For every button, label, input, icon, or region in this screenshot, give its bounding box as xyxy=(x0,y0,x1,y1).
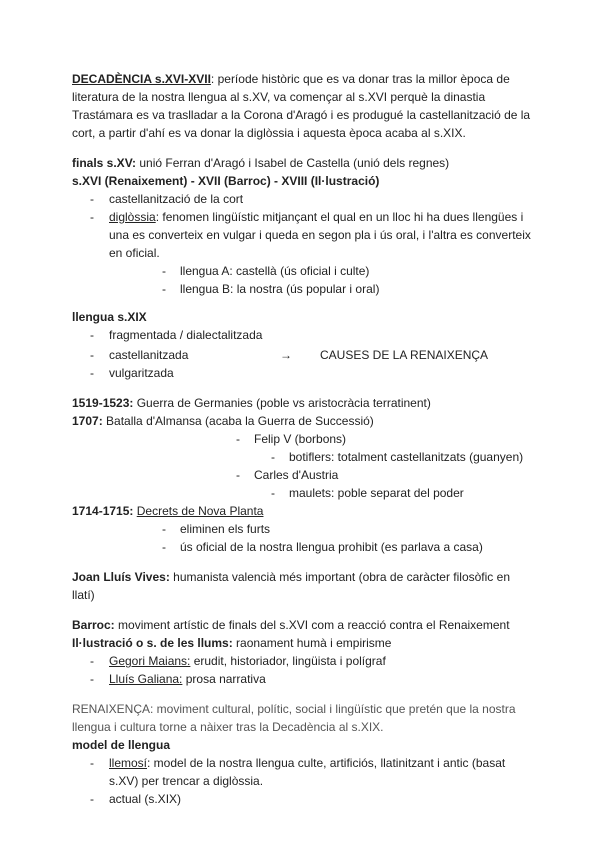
sub-list-item xyxy=(72,520,532,538)
botiflers-text: botiflers: totalment castellanitzats (guanyen) xyxy=(289,450,524,464)
list-item xyxy=(72,326,532,344)
decadencia-paragraph xyxy=(72,70,532,142)
felip-text: Felip V (borbons) xyxy=(254,432,347,446)
dash-bullet: - xyxy=(90,792,94,806)
term-maians: Gegori Maians: xyxy=(109,654,191,668)
illustracio-text: raonament humà i empirisme xyxy=(232,636,392,650)
list-item-text: : fenomen lingüístic mitjançant el qual en un lloc hi ha dues llengües i una es converteix en vulgar i queda en segon pla i ús oral, i l'altra es converteix en oficial. xyxy=(109,210,531,260)
dash-bullet: - xyxy=(90,192,94,206)
botiflers-item xyxy=(72,448,532,466)
dash-bullet: - xyxy=(162,264,166,278)
germanies-line xyxy=(72,394,532,412)
illustracio-label: Il·lustració o s. de les llums: xyxy=(72,636,233,650)
dash-bullet: - xyxy=(162,540,166,554)
list-item xyxy=(72,208,532,262)
term-galiana: Lluís Galiana: xyxy=(109,672,183,686)
sub-list-item-text: eliminen els furts xyxy=(180,522,271,536)
term-llemosi: llemosí xyxy=(109,756,148,770)
sub-list-item xyxy=(72,538,532,556)
sub-list-item xyxy=(72,262,532,280)
decadencia-heading: DECADÈNCIA s.XVI-XVII xyxy=(72,72,211,86)
sub-list-item-text: llengua B: la nostra (ús popular i oral) xyxy=(180,282,380,296)
dash-bullet: - xyxy=(162,282,166,296)
sub-list-item-text: ús oficial de la nostra llengua prohibit (es parlava a casa) xyxy=(180,540,483,554)
list-item-text: fragmentada / dialectalitzada xyxy=(109,328,263,342)
barroc-label: Barroc: xyxy=(72,618,115,632)
felip-item xyxy=(72,430,532,448)
finals-text: unió Ferran d'Aragó i Isabel de Castella (unió dels regnes) xyxy=(136,156,450,170)
list-item xyxy=(72,790,532,808)
finals-line xyxy=(72,154,532,172)
list-item xyxy=(72,670,532,688)
list-item xyxy=(72,344,532,364)
germanies-label: 1519-1523: xyxy=(72,396,134,410)
list-item xyxy=(72,364,532,382)
sub-list-item-text: llengua A: castellà (ús oficial i culte) xyxy=(180,264,370,278)
document-page xyxy=(72,70,532,808)
dash-bullet: - xyxy=(90,654,94,668)
dash-bullet: - xyxy=(90,210,94,224)
list-item-text: erudit, historiador, lingüista i polígraf xyxy=(190,654,386,668)
list-item-text: : model de la nostra llengua culte, artificiós, llatinitzant i antic (basat s.XV) per trencar a diglòssia. xyxy=(109,756,506,788)
almansa-line xyxy=(72,412,532,430)
vives-text: humanista valencià més important (obra de caràcter filosòfic en llatí) xyxy=(72,570,510,602)
dash-bullet: - xyxy=(90,672,94,686)
sub-list-item xyxy=(72,280,532,298)
periods-line: s.XVI (Renaixement) - XVII (Barroc) - XVIII (Il·lustració) xyxy=(72,174,380,188)
list-item-text: actual (s.XIX) xyxy=(109,792,182,806)
llengua-heading: llengua s.XIX xyxy=(72,310,147,324)
dash-bullet: - xyxy=(236,468,240,482)
germanies-text: Guerra de Germanies (poble vs aristocràcia terratinent) xyxy=(133,396,431,410)
finals-label: finals s.XV: xyxy=(72,156,137,170)
vives-paragraph xyxy=(72,568,532,604)
list-item-text: castellanització de la cort xyxy=(109,192,244,206)
list-item xyxy=(72,754,532,790)
vives-label: Joan Lluís Vives: xyxy=(72,570,170,584)
carles-text: Carles d'Austria xyxy=(254,468,339,482)
dash-bullet: - xyxy=(90,366,94,380)
model-heading: model de llengua xyxy=(72,738,171,752)
decadencia-text: : període històric que es va donar tras la millor època de literatura de la nostra llengua al s.XV, va començar al s.XVI perquè la dinastia Trastámara es va traslladar a la Corona d'Aragó i es produgué la castellanització de la cort, a partir d'ahí es va donar la diglòssia i aquesta època acaba al s.XIX. xyxy=(72,72,531,140)
dash-bullet: - xyxy=(90,328,94,342)
renaixenca-paragraph: RENAIXENÇA: moviment cultural, polític, social i lingüístic que pretén que la nostra llengua i cultura torne a nàixer tras la Decadència al s.XIX. xyxy=(72,702,516,734)
causes-label: CAUSES DE LA RENAIXENÇA xyxy=(320,348,489,362)
list-item-text: vulgaritzada xyxy=(109,366,174,380)
almansa-label: 1707: xyxy=(72,414,103,428)
decrets-line xyxy=(72,502,532,520)
maulets-text: maulets: poble separat del poder xyxy=(289,486,464,500)
list-item-text: prosa narrativa xyxy=(182,672,266,686)
carles-item xyxy=(72,466,532,484)
term-diglossia: diglòssia xyxy=(109,210,156,224)
dash-bullet: - xyxy=(162,522,166,536)
barroc-line xyxy=(72,616,532,634)
decrets-title: Decrets de Nova Planta xyxy=(136,504,264,518)
dash-bullet: - xyxy=(271,450,275,464)
list-item xyxy=(72,652,532,670)
illustracio-line xyxy=(72,634,532,652)
barroc-text: moviment artístic de finals del s.XVI com a reacció contra el Renaixement xyxy=(114,618,510,632)
maulets-item xyxy=(72,484,532,502)
dash-bullet: - xyxy=(90,756,94,770)
list-item xyxy=(72,190,532,208)
list-item-text: castellanitzada xyxy=(109,348,189,362)
dash-bullet: - xyxy=(90,348,94,362)
dash-bullet: - xyxy=(236,432,240,446)
decrets-label: 1714-1715: xyxy=(72,504,134,518)
arrow-right-icon: → xyxy=(280,348,292,362)
almansa-text: Batalla d'Almansa (acaba la Guerra de Successió) xyxy=(102,414,374,428)
dash-bullet: - xyxy=(271,486,275,500)
